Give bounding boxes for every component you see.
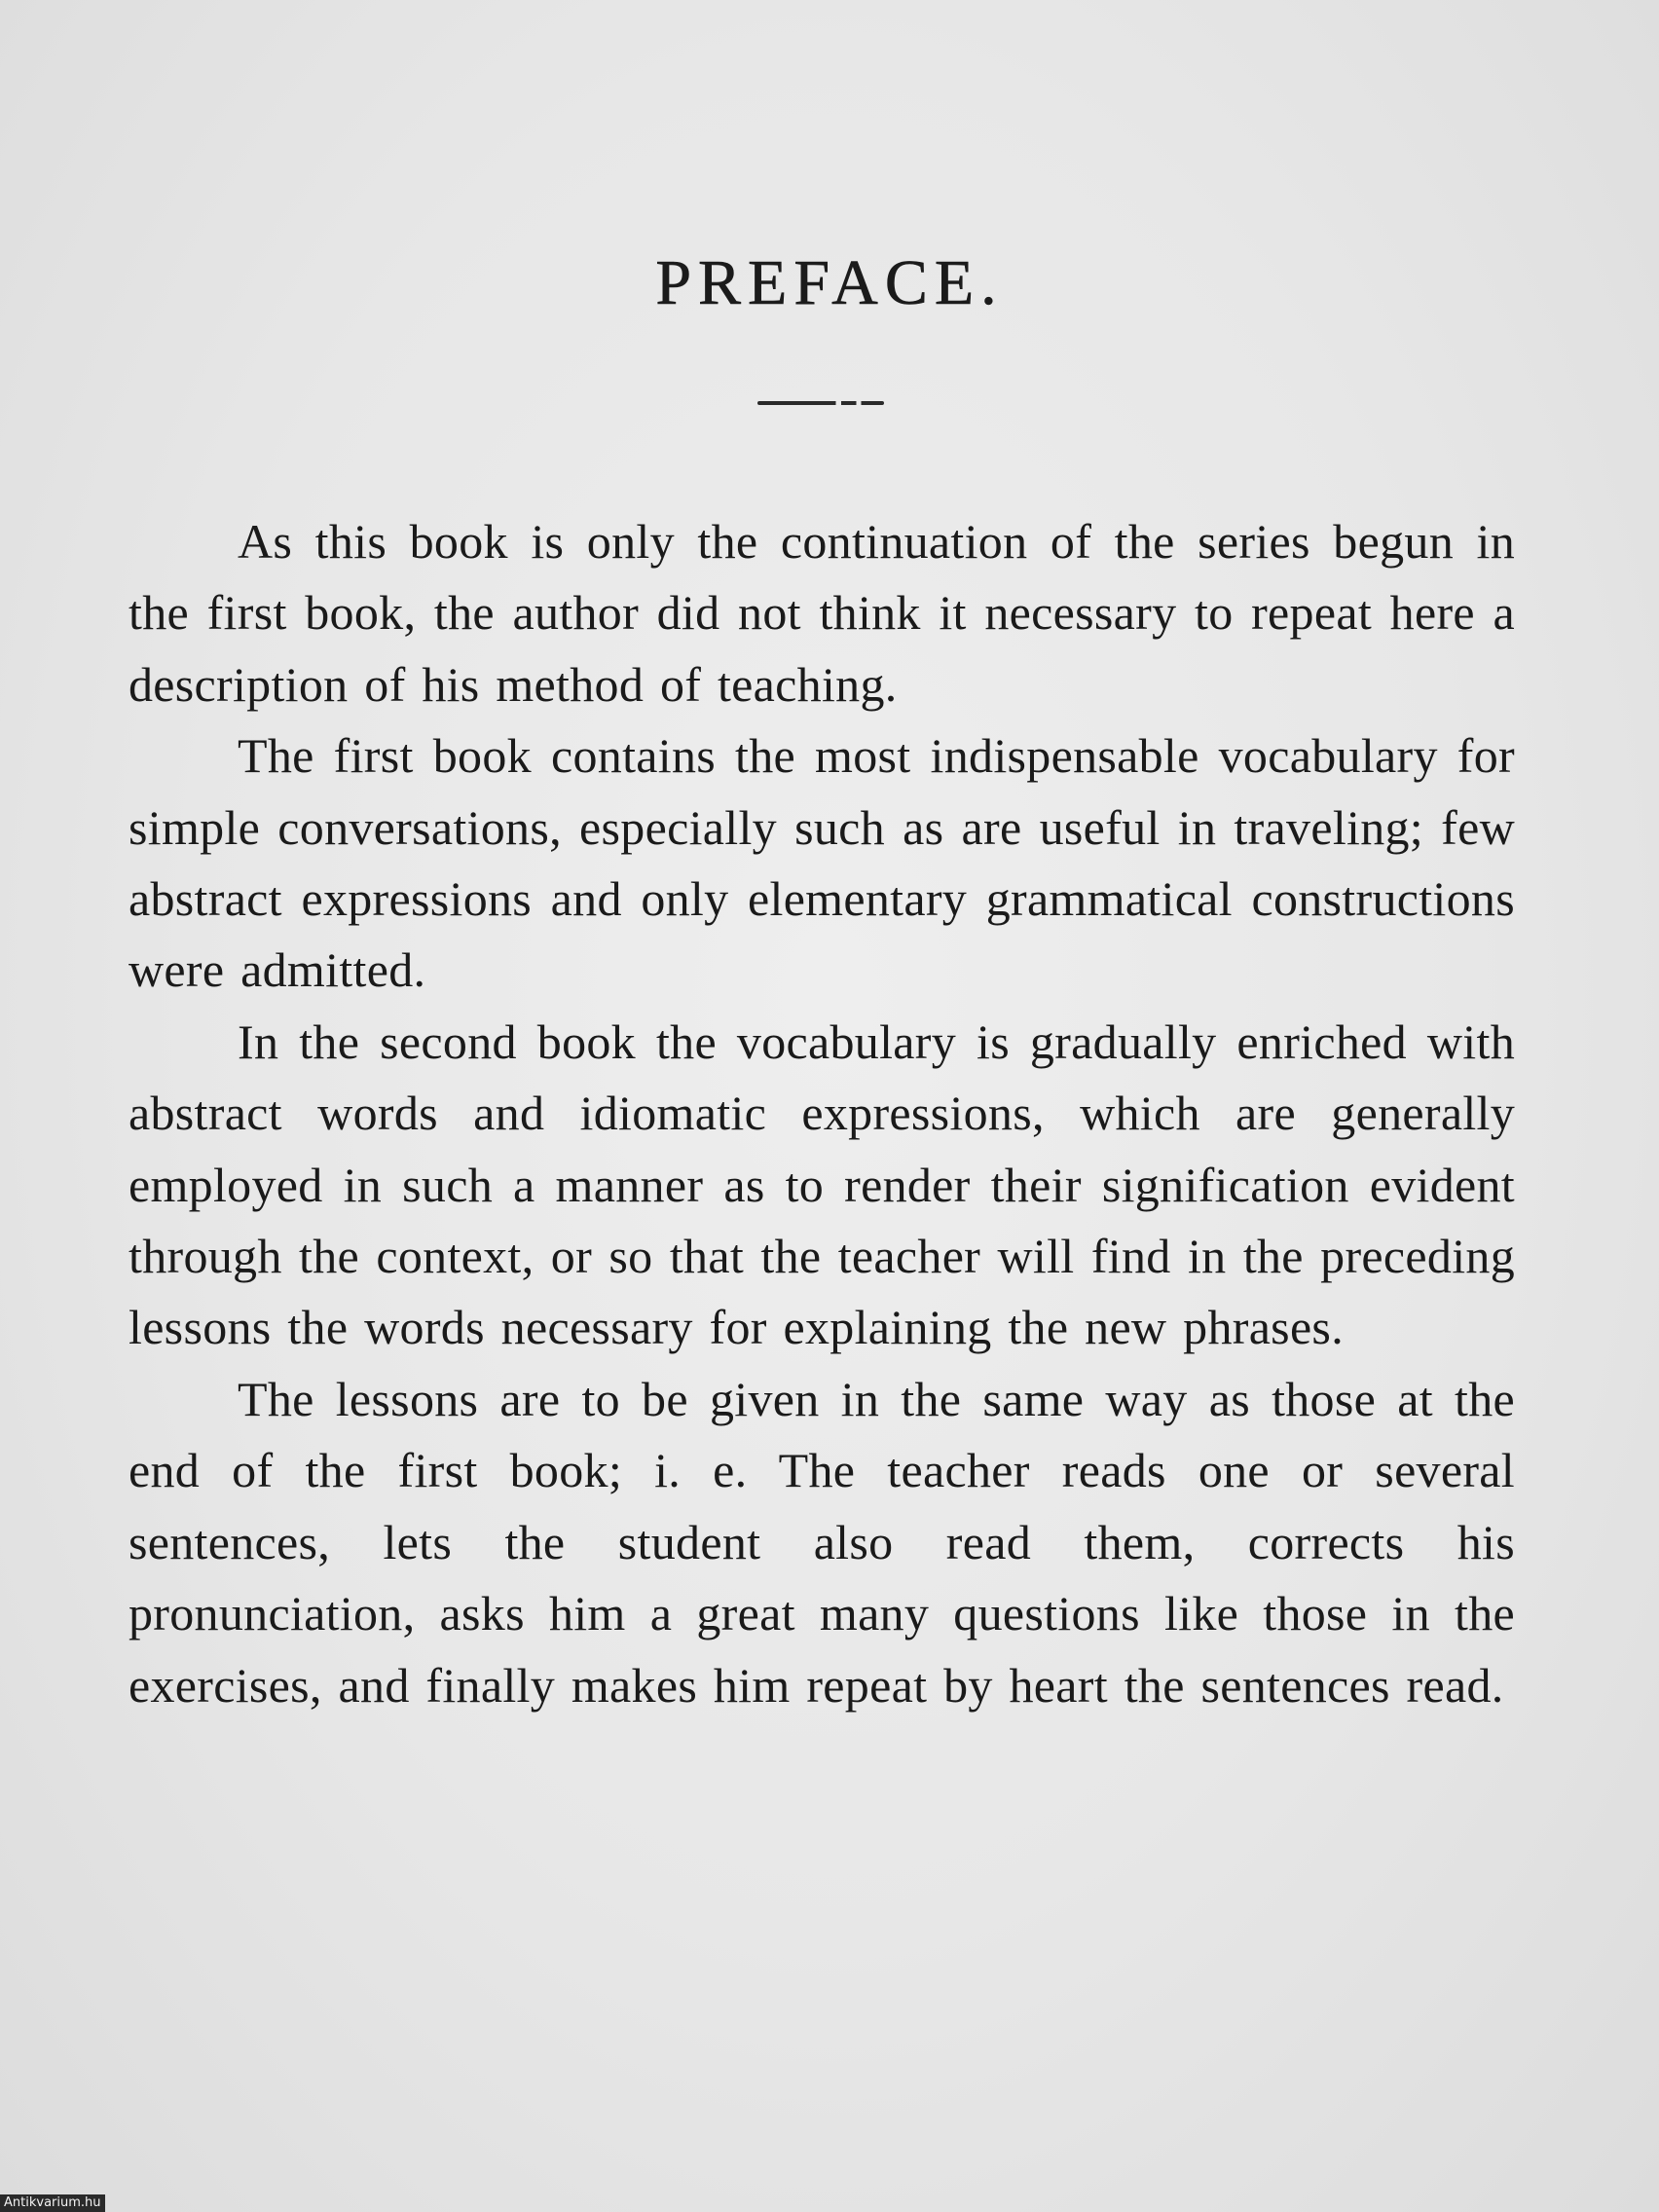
preface-body [129, 506, 1515, 1721]
paragraph-2: The first book contains the most indispensable vocabulary for simple conversations, especially such as are useful in traveling; few abstract expressions and only elementary grammatical constructions were admitted. [129, 728, 1515, 998]
paragraph-3: In the second book the vocabulary is gradually enriched with abstract words and idiomatic expressions, which are generally employed in such a manner as to render their signification evident through the context, or so that the teacher will find in the preceding lessons the words necessary for explaining the new phrases. [129, 1014, 1515, 1355]
watermark-label: Antikvarium.hu [0, 2194, 105, 2212]
title-divider [757, 401, 884, 405]
paragraph-1: As this book is only the continuation of the series begun in the first book, the author did not think it necessary to repeat here a description of his method of teaching. [129, 514, 1515, 712]
page-title: PREFACE. [655, 247, 1004, 318]
paragraph-4: The lessons are to be given in the same way as those at the end of the first book; i. e. The teacher reads one or several sentences, lets the student also read them, corrects his pronunciation, asks him a great many questions like those in the exercises, and finally makes him repeat by heart the sentences read. [129, 1371, 1515, 1713]
